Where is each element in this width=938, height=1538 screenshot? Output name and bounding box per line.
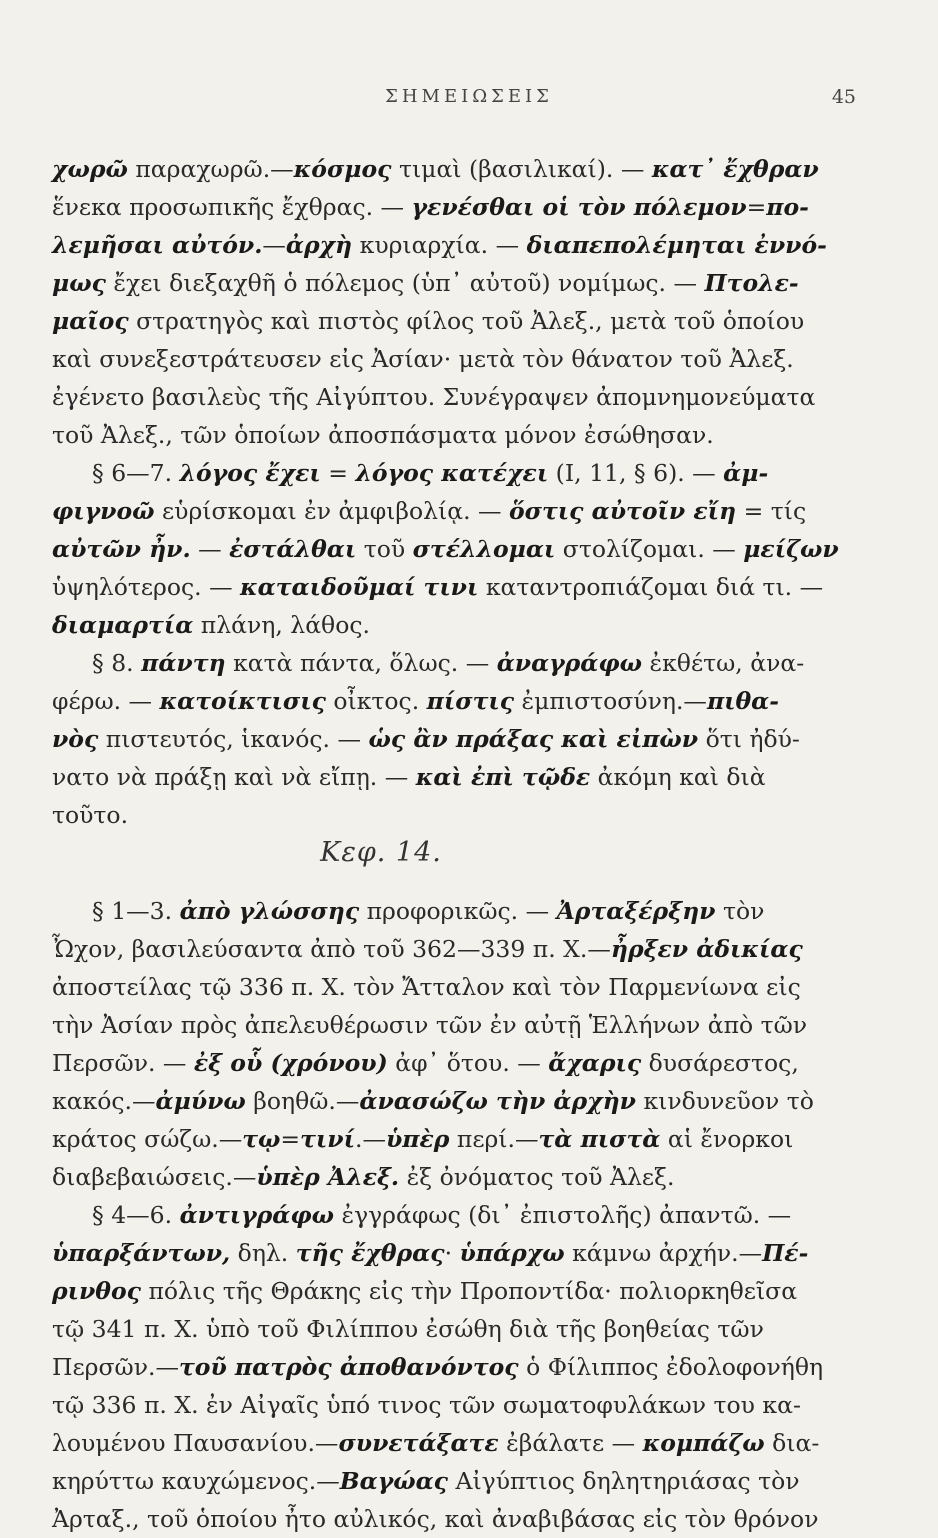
lemma: μαῖος [52,307,129,335]
gloss: πιστευτός, ἱκανός. — [98,725,369,753]
gloss: πόλις τῆς Θράκης εἰς τὴν Προποντίδα· πολιορκηθεῖσα [140,1277,798,1305]
gloss: ἐμπιστοσύνη.— [514,687,707,715]
gloss: § 4—6. [92,1201,180,1229]
lemma: πο- [766,193,809,221]
gloss: = [280,1125,301,1153]
gloss: ἐγένετο βασιλεὺς τῆς Αἰγύπτου. Συνέγραψεν ἀπομνημονεύματα [52,383,816,411]
text-line [52,682,830,720]
running-header [0,86,938,116]
text-line [52,720,830,758]
gloss: βοηθῶ.— [245,1087,360,1115]
lemma: ἐστάλθαι [229,535,357,563]
lemma: συνετάξατε [338,1429,499,1457]
gloss: § 8. [92,649,142,677]
lemma: ὑπὲρ Ἀλεξ. [256,1163,400,1191]
text-line [52,568,830,606]
gloss: ἐγγράφως (δι᾽ ἐπιστολῆς) ἀπαντῶ. — [334,1201,792,1229]
lemma: ἀμ- [723,459,769,487]
text-line [52,1424,830,1462]
text-line [52,150,830,188]
text-line [52,226,830,264]
gloss: Ὦχον, βασιλεύσαντα ἀπὸ τοῦ 362—339 π. Χ.— [52,935,611,963]
gloss: πλάνη, λάθος. [193,611,370,639]
gloss: τῷ 336 π. Χ. ἐν Αἰγαῖς ὑπό τινος τῶν σωματοφυλάκων του κα- [52,1391,801,1419]
gloss: Περσῶν.— [52,1353,179,1381]
lemma: ἀμύνω [155,1087,246,1115]
gloss: = [320,459,356,487]
gloss: — [262,231,286,259]
text-line [52,758,830,796]
gloss: = τίς [736,497,807,525]
lemma: τῆς ἔχθρας [295,1239,445,1267]
lemma: ρινθος [52,1277,141,1305]
notes-block-ch14 [52,892,830,1538]
lemma: κατ᾽ ἔχθραν [651,155,819,183]
gloss: Ἀρταξ., τοῦ ὁποίου ἦτο αὐλικός, καὶ ἀναβιβάσας εἰς τὸν θρόνον [52,1505,819,1533]
gloss: κάμνω ἀρχήν.— [564,1239,763,1267]
page-number: 45 [831,86,856,108]
lemma: πιθα- [706,687,780,715]
gloss: νατο νὰ πράξῃ καὶ νὰ εἴπῃ. — [52,763,416,791]
gloss: § 1—3. [92,897,180,925]
gloss: ἐκθέτω, ἀνα- [642,649,805,677]
gloss: εὑρίσκομαι ἐν ἀμφιβολίᾳ. — [154,497,509,525]
lemma: ὡς ἂν πράξας καὶ εἰπὼν [368,725,699,753]
lemma: τῳ [242,1125,281,1153]
lemma: πίστις [426,687,515,715]
running-title: ΣΗΜΕΙΩΣΕΙΣ [385,86,553,107]
text-line [52,644,830,682]
text-line [52,530,839,568]
text-line [52,1386,830,1424]
gloss: καὶ συνεξεστράτευσεν εἰς Ἀσίαν· μετὰ τὸν θάνατον τοῦ Ἀλεξ. [52,345,794,373]
lemma: γενέσθαι οἱ τὸν πόλεμον [411,193,747,221]
text-line [52,188,830,226]
lemma: ὑπαρξάντων, [52,1239,231,1267]
gloss: διαβεβαιώσεις.— [52,1163,257,1191]
lemma: ὑπάρχω [459,1239,565,1267]
lemma: στέλλομαι [412,535,556,563]
text-line [52,340,830,378]
lemma: λεμῆσαι αὐτόν. [52,231,263,259]
gloss: .— [355,1125,386,1153]
text-line [52,1500,830,1538]
gloss: παραχωρῶ.— [127,155,294,183]
lemma: ὑπὲρ [385,1125,450,1153]
gloss: κυριαρχία. — [352,231,527,259]
lemma: ἀνασώζω τὴν ἀρχὴν [359,1087,636,1115]
gloss: ἐβάλατε — [498,1429,643,1457]
lemma: Πέ- [762,1239,809,1267]
lemma: λόγος ἔχει [179,459,321,487]
text-line [52,930,830,968]
text-line [52,1272,830,1310]
lemma: τοῦ πατρὸς ἀποθανόντος [178,1353,519,1381]
lemma: καὶ ἐπὶ τῷδε [415,763,591,791]
lemma: ἀναγράφω [496,649,643,677]
gloss: κηρύττω καυχώμενος.— [52,1467,340,1495]
gloss: δηλ. [230,1239,296,1267]
gloss: δυσάρεστος, [641,1049,799,1077]
text-line [52,378,830,416]
text-line [52,492,830,530]
gloss: κινδυνεῦον τὸ [636,1087,814,1115]
gloss: τοῦ [356,535,413,563]
gloss: ὅτι ἠδύ- [698,725,800,753]
text-line [52,1006,830,1044]
lemma: κατοίκτισις [159,687,326,715]
lemma: τὰ πιστὰ [538,1125,661,1153]
gloss: τοῦτο. [52,801,129,829]
lemma: ἄχαρις [548,1049,642,1077]
gloss: λουμένου Παυσανίου.— [52,1429,339,1457]
text-line [52,416,830,454]
lemma: μως [52,269,106,297]
lemma: διαπεπολέμηται ἐννό- [526,231,827,259]
text-line [52,1120,830,1158]
gloss: στρατηγὸς καὶ πιστὸς φίλος τοῦ Ἀλεξ., μετὰ τοῦ ὁποίου [128,307,805,335]
gloss: κράτος σώζω.— [52,1125,243,1153]
text-line [52,892,830,930]
gloss: — [190,535,230,563]
gloss: αἱ ἔνορκοι [660,1125,794,1153]
chapter-block [52,818,830,888]
lemma: ὅστις αὐτοῖν εἴη [508,497,737,525]
lemma: Πτολε- [704,269,799,297]
lemma: Ἀρταξέρξην [556,897,716,925]
gloss: στολίζομαι. — [555,535,744,563]
gloss: ἀφ᾽ ὅτου. — [387,1049,549,1077]
gloss: τὴν Ἀσίαν πρὸς ἀπελευθέρωσιν τῶν ἐν αὐτῇ Ἑλλήνων ἀπὸ τῶν [52,1011,808,1039]
gloss: κατὰ πάντα, ὅλως. — [225,649,497,677]
gloss: = [746,193,767,221]
lemma: τινί [300,1125,355,1153]
text-line [52,454,830,492]
gloss: καταντροπιάζομαι διά τι. — [478,573,824,601]
text-line [52,1158,830,1196]
lemma: αὐτῶν ἦν. [52,535,191,563]
gloss: ἀποστείλας τῷ 336 π. Χ. τὸν Ἄτταλον καὶ τὸν Παρμενίωνα εἰς [52,973,801,1001]
lemma: κόσμος [293,155,392,183]
lemma: χωρῶ [52,155,128,183]
gloss: περί.— [449,1125,539,1153]
lemma: φιγνοῶ [52,497,155,525]
gloss: § 6—7. [92,459,180,487]
gloss: τὸν [715,897,765,925]
lemma: διαμαρτία [52,611,194,639]
gloss: προφορικῶς. — [359,897,557,925]
text-line [52,1310,830,1348]
text-line [52,1348,830,1386]
gloss: ὁ Φίλιππος ἐδολοφονήθη [518,1353,824,1381]
lemma: ἦρξεν ἀδικίας [610,935,803,963]
gloss: ἐξ ὀνόματος τοῦ Ἀλεξ. [399,1163,675,1191]
gloss: κακός.— [52,1087,156,1115]
notes-block-ch13 [52,150,839,834]
text-line [52,1234,830,1272]
lemma: Βαγώας [339,1467,448,1495]
gloss: φέρω. — [52,687,160,715]
gloss: ὑψηλότερος. — [52,573,241,601]
gloss: ἕνεκα προσωπικῆς ἔχθρας. — [52,193,412,221]
text-line [52,1082,830,1120]
text-line [52,1044,830,1082]
lemma: πάντη [141,649,226,677]
lemma: κομπάζω [642,1429,765,1457]
lemma: ἀρχὴ [285,231,353,259]
text-line [52,302,830,340]
text-line [52,1196,830,1234]
gloss: οἶκτος. [325,687,427,715]
gloss: τῷ 341 π. Χ. ὑπὸ τοῦ Φιλίππου ἐσώθη διὰ τῆς βοηθείας τῶν [52,1315,764,1343]
lemma: ἐξ οὗ (χρόνου) [193,1049,388,1077]
text-line [52,264,830,302]
lemma: λόγος κατέχει [355,459,549,487]
chapter-heading: Κεφ. 14. [320,837,442,868]
text-line [52,1462,830,1500]
text-line [52,606,830,644]
lemma: ἀντιγράφω [179,1201,335,1229]
gloss: Αἰγύπτιος δηλητηριάσας τὸν [448,1467,800,1495]
gloss: Περσῶν. — [52,1049,194,1077]
lemma: νὸς [52,725,99,753]
lemma: καταιδοῦμαί τινι [240,573,479,601]
gloss: δια- [764,1429,820,1457]
gloss: τιμαὶ (βασιλικαί). — [391,155,652,183]
gloss: · [444,1239,460,1267]
gloss: τοῦ Ἀλεξ., τῶν ὁποίων ἀποσπάσματα μόνον ἐσώθησαν. [52,421,714,449]
gloss: ἔχει διεξαχθῆ ὁ πόλεμος (ὑπ᾽ αὐτοῦ) νομίμως. — [105,269,705,297]
gloss: (Ι, 11, § 6). — [548,459,724,487]
lemma: μείζων [743,535,839,563]
lemma: ἀπὸ γλώσσης [179,897,360,925]
text-line [52,968,830,1006]
gloss: ἀκόμη καὶ διὰ [590,763,766,791]
